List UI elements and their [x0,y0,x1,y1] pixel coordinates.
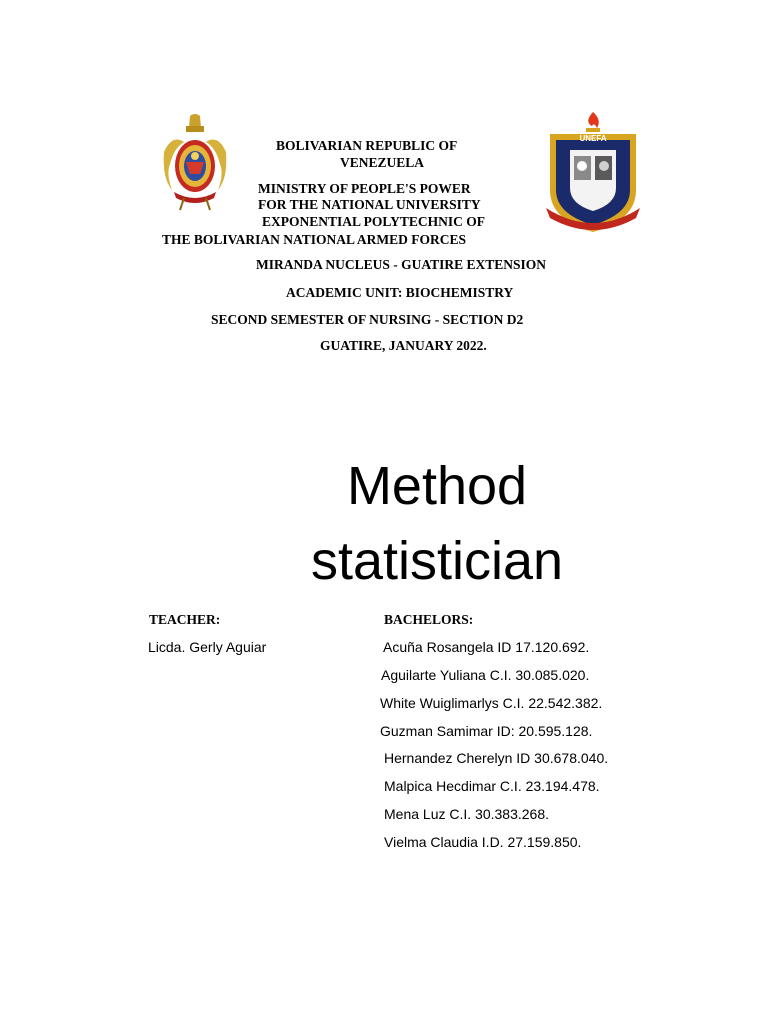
unefa-logo [544,110,642,236]
unefa-banner: UNEFA [579,134,607,143]
header-line-9: SECOND SEMESTER OF NURSING - SECTION D2 [211,312,524,327]
bachelors-heading: BACHELORS: [384,612,474,627]
document-title-line-2: statistician [310,531,564,591]
header-line-2: VENEZUELA [340,155,425,170]
header-line-8: ACADEMIC UNIT: BIOCHEMISTRY [286,285,514,300]
bachelor-item: Hernandez Cherelyn ID 30.678.040. [384,750,609,766]
bachelor-item: Vielma Claudia I.D. 27.159.850. [384,834,582,850]
header-line-5: EXPONENTIAL POLYTECHNIC OF [262,214,486,229]
coat-of-arms-logo [160,112,230,212]
header-line-10: GUATIRE, JANUARY 2022. [320,338,487,353]
teacher-name: Licda. Gerly Aguiar [148,639,267,655]
header-line-4: FOR THE NATIONAL UNIVERSITY [258,197,481,212]
bachelor-item: Aguilarte Yuliana C.I. 30.085.020. [381,667,590,683]
header-line-7: MIRANDA NUCLEUS - GUATIRE EXTENSION [256,257,547,272]
bachelor-item: Guzman Samimar ID: 20.595.128. [380,723,593,739]
bachelor-item: Acuña Rosangela ID 17.120.692. [383,639,590,655]
bachelor-item: Mena Luz C.I. 30.383.268. [384,806,549,822]
bachelor-item: Malpica Hecdimar C.I. 23.194.478. [384,778,600,794]
header-line-3: MINISTRY OF PEOPLE'S POWER [258,181,471,196]
bachelor-item: White Wuiglimarlys C.I. 22.542.382. [380,695,603,711]
header-line-6: THE BOLIVARIAN NATIONAL ARMED FORCES [162,232,467,247]
document-title-line-1: Method [346,456,528,516]
header-line-1: BOLIVARIAN REPUBLIC OF [276,138,458,153]
teacher-heading: TEACHER: [149,612,221,627]
